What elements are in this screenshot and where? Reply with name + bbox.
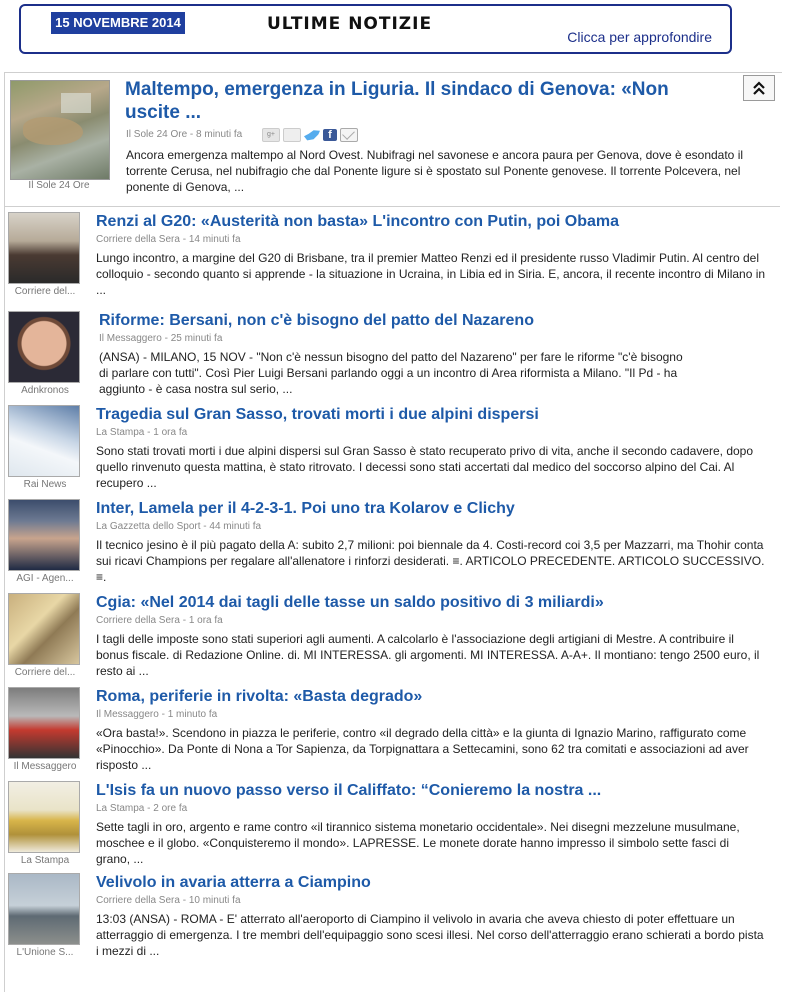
news-headline[interactable]: Renzi al G20: «Austerità non basta» L'incontro con Putin, poi Obama	[96, 213, 619, 230]
news-summary: Lungo incontro, a margine del G20 di Brisbane, tra il premier Matteo Renzi ed il presidente russo Vladimir Putin. Al centro del colloquio - secondo quanto si apprende - la situazione in Ucraina, in Libia ed in Siria. E, ancora, il recente incontro di Milano in ...	[96, 251, 766, 297]
mail-icon[interactable]	[340, 128, 358, 142]
lead-thumbnail[interactable]	[10, 80, 110, 180]
news-summary: «Ora basta!». Scendono in piazza le periferie, contro «il degrado della città» e la giunta di Ignazio Marino, raffigurato come «Pinocchio». Da Ponte di Nona a Tor Sapienza, da Torpignattara a Settecamini, sono 62 tra comitati e associazioni ad aver risposto ...	[96, 726, 749, 772]
news-meta: Corriere della Sera - 10 minuti fa	[96, 895, 241, 906]
thumbnail-caption: Corriere del...	[14, 286, 76, 297]
thumbnail-caption: L'Unione S...	[16, 947, 74, 958]
double-chevron-up-icon	[752, 80, 766, 96]
news-meta: Corriere della Sera - 1 ora fa	[96, 615, 223, 626]
lead-thumbnail-caption: Il Sole 24 Ore	[28, 180, 90, 191]
more-info-link[interactable]: Clicca per approfondire	[567, 29, 712, 45]
news-summary: 13:03 (ANSA) - ROMA - E' atterrato all'aeroporto di Ciampino il velivolo in avaria che aveva chiesto di poter effettuare un atterraggio di emergenza. I tre membri dell'equipaggio sono scesi illesi. Nel corso dell'atterraggio erano schierati a bordo pista i mezzi di ...	[96, 912, 764, 958]
news-summary: Sette tagli in oro, argento e rame contro «il tirannico sistema monetario occidentale». Nei disegni mezzelune musulmane, moschee e il globo. «Conquisteremo il mondo». LAPRESSE. Le monete dorate hanno impresso il simbolo sette fasci di grano, ...	[96, 820, 740, 866]
news-meta: Il Messaggero - 1 minuto fa	[96, 709, 218, 720]
news-headline[interactable]: Velivolo in avaria atterra a Ciampino	[96, 874, 371, 891]
news-thumbnail[interactable]	[8, 499, 80, 571]
news-headline[interactable]: Inter, Lamela per il 4-2-3-1. Poi uno tra Kolarov e Clichy	[96, 500, 515, 517]
news-thumbnail[interactable]	[8, 781, 80, 853]
collapse-button[interactable]	[743, 75, 775, 101]
thumbnail-caption: Adnkronos	[21, 385, 69, 396]
share-icon[interactable]	[283, 128, 301, 142]
google-plus-icon[interactable]: g+	[262, 128, 280, 142]
news-headline[interactable]: Tragedia sul Gran Sasso, trovati morti i due alpini dispersi	[96, 406, 539, 423]
news-summary: (ANSA) - MILANO, 15 NOV - "Non c'è nessun bisogno del patto del Nazareno" per fare le riforme "c'è bisogno di parlare con tutti". Così Pier Luigi Bersani parlando oggi a un incontro di Area riformista a Milano. "Il Pd - ha aggiunto - è casa nostra sul serio, ...	[99, 350, 683, 396]
date-badge: 15 NOVEMBRE 2014	[51, 12, 185, 34]
thumbnail-caption: Il Messaggero	[13, 761, 77, 772]
thumbnail-caption: Corriere del...	[14, 667, 76, 678]
lead-meta: Il Sole 24 Ore - 8 minuti fa	[126, 129, 243, 140]
lead-summary: Ancora emergenza maltempo al Nord Ovest. Nubifragi nel savonese e ancora paura per Genova, dove è esondato il torrente Cerusa, nel nubifragio che dal Ponente ligure si è spostato sul Ponente genovese. Il torrente Polcevera, nel ponente di Genova, ...	[126, 148, 744, 194]
share-icons	[262, 128, 358, 142]
news-meta: Corriere della Sera - 14 minuti fa	[96, 234, 241, 245]
lead-story	[4, 76, 780, 206]
news-thumbnail[interactable]	[8, 593, 80, 665]
thumbnail-caption: AGI - Agen...	[16, 573, 74, 584]
thumbnail-caption: Rai News	[23, 479, 67, 490]
news-thumbnail[interactable]	[8, 311, 80, 383]
lead-headline[interactable]: Maltempo, emergenza in Liguria. Il sindaco di Genova: «Non uscite ...	[125, 79, 669, 123]
news-headline[interactable]: Riforme: Bersani, non c'è bisogno del patto del Nazareno	[99, 312, 534, 329]
news-summary: Il tecnico jesino è il più pagato della A: subito 2,7 milioni: poi biennale da 4. Costi-record coi 3,5 per Mazzarri, ma Thohir conta sui ricavi Champions per regalare all'allenatore i rinforzi desiderati. ≡. ARTICOLO PRECEDENTE. ARTICOLO SUCCESSIVO. ≡.	[96, 538, 765, 584]
news-thumbnail[interactable]	[8, 405, 80, 477]
news-headline[interactable]: Roma, periferie in rivolta: «Basta degrado»	[96, 688, 423, 705]
banner-title: ULTIME NOTIZIE	[267, 14, 433, 34]
news-banner	[19, 4, 732, 54]
news-thumbnail[interactable]	[8, 212, 80, 284]
twitter-icon[interactable]	[304, 129, 320, 141]
news-meta: La Stampa - 1 ora fa	[96, 427, 188, 438]
thumbnail-caption: La Stampa	[20, 855, 70, 866]
news-headline[interactable]: Cgia: «Nel 2014 dai tagli delle tasse un saldo positivo di 3 miliardi»	[96, 594, 604, 611]
news-thumbnail[interactable]	[8, 687, 80, 759]
news-meta: La Gazzetta dello Sport - 44 minuti fa	[96, 521, 262, 532]
news-headline[interactable]: L'Isis fa un nuovo passo verso il Califfato: “Conieremo la nostra ...	[96, 782, 602, 799]
lead-divider	[4, 206, 780, 207]
facebook-icon[interactable]: f	[323, 129, 337, 141]
news-meta: Il Messaggero - 25 minuti fa	[99, 333, 223, 344]
news-summary: Sono stati trovati morti i due alpini dispersi sul Gran Sasso è stato recuperato privo di vita, anche il secondo cadavere, dopo quello rinvenuto questa mattina, è stato ritrovato. I decessi sono stati accertati dal medico del soccorso alpino del Cai. Al recupero ...	[96, 444, 754, 490]
news-meta: La Stampa - 2 ore fa	[96, 803, 188, 814]
news-summary: I tagli delle imposte sono stati superiori agli aumenti. A calcolarlo è l'associazione degli artigiani di Mestre. A contribuire il bonus fiscale. di Redazione Online. di. MI INTERESSA. gli argomenti. MI INTERESSA. A-A+. Il montiano: tengo 2500 euro, il resto ai ...	[96, 632, 760, 678]
news-thumbnail[interactable]	[8, 873, 80, 945]
